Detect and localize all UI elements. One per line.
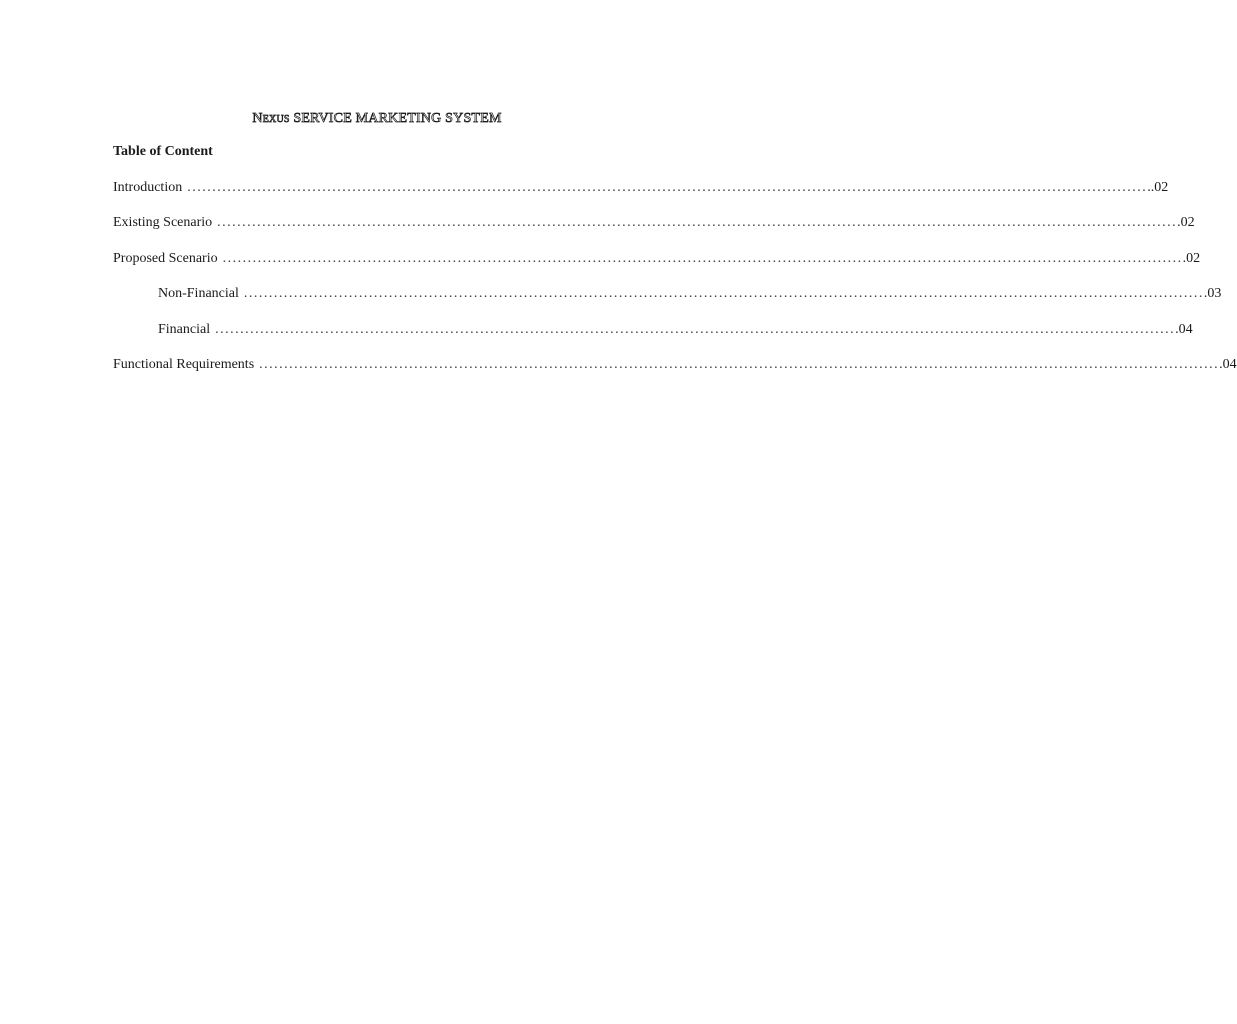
toc-page-number: ..02 bbox=[1147, 180, 1169, 195]
toc-entry-label: Existing Scenario bbox=[113, 215, 213, 231]
toc-dot-leader: ................................................................................................................................................................................................ bbox=[217, 215, 1178, 231]
toc-entry-label: Introduction bbox=[113, 180, 183, 195]
toc-entry-label: Non-Financial bbox=[158, 286, 239, 302]
toc-dot-leader: ................................................................................................................................................................................................ bbox=[215, 321, 1176, 337]
title-brand-word: Nexus bbox=[252, 111, 290, 126]
toc-page-number: .04 bbox=[1175, 321, 1193, 337]
toc-entry-financial bbox=[113, 321, 1193, 339]
table-of-contents bbox=[113, 179, 1237, 391]
toc-page-number: .02 bbox=[1177, 215, 1195, 231]
toc-dot-leader: ................................................................................................................................................................................................ bbox=[187, 180, 1148, 195]
toc-heading: Table of Content bbox=[113, 144, 213, 159]
document-title bbox=[0, 110, 754, 128]
toc-page-number: .04 bbox=[1219, 356, 1237, 372]
toc-page-number: .02 bbox=[1182, 250, 1201, 266]
toc-entry-label: Proposed Scenario bbox=[113, 250, 218, 266]
toc-entry-existing-scenario bbox=[113, 214, 1195, 232]
toc-entry-introduction bbox=[113, 179, 1169, 197]
toc-dot-leader: ................................................................................................................................................................................................ bbox=[222, 250, 1183, 266]
toc-entry-label: Financial bbox=[158, 321, 211, 337]
toc-entry-functional-requirements bbox=[113, 356, 1237, 374]
title-rest: SERVICE MARKETING SYSTEM bbox=[293, 111, 502, 126]
toc-dot-leader: ................................................................................................................................................................................................ bbox=[243, 286, 1204, 302]
toc-entry-non-financial bbox=[113, 285, 1222, 303]
toc-entry-label: Functional Requirements bbox=[113, 356, 255, 372]
toc-entry-proposed-scenario bbox=[113, 250, 1201, 268]
toc-dot-leader: ................................................................................................................................................................................................ bbox=[259, 356, 1220, 372]
toc-page-number: .03 bbox=[1203, 286, 1222, 302]
